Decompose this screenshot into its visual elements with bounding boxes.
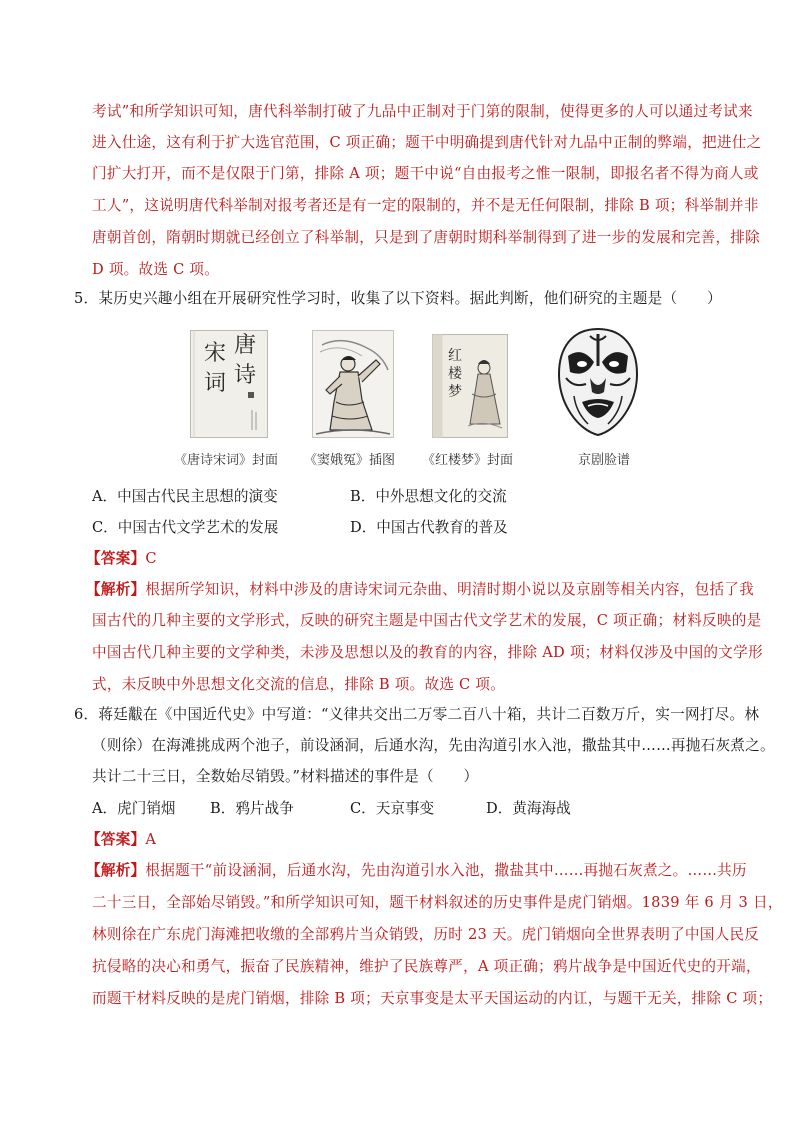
answer-label: 【答案】: [86, 831, 146, 848]
figure-caption: 《红楼梦》封面: [422, 453, 514, 468]
cover-title-char: 词: [204, 371, 227, 396]
answer-value: C: [145, 550, 157, 567]
cover-title-char: 唐: [234, 333, 257, 358]
analysis-line: 中国古代几种主要的文学种类，未涉及思想以及的教育的内容，排除 AD 项；材料仅涉及中国的文学形: [92, 644, 763, 661]
option-b: B．中外思想文化的交流: [350, 488, 507, 505]
analysis-line: 考试”和所学知识可知，唐代科举制打破了九品中正制对于门第的限制，使得更多的人可以通过考试来: [92, 103, 753, 120]
option-b: B．鸦片战争: [210, 800, 294, 817]
cover-title-char: 诗: [234, 363, 257, 388]
option-d: D．黄海海战: [486, 800, 571, 817]
analysis-line: 抗侵略的决心和勇气，振奋了民族精神，维护了民族尊严，A 项正确；鸦片战争是中国近代史的开端，: [92, 958, 761, 975]
analysis-line: 林则徐在广东虎门海滩把收缴的全部鸦片当众销毁，历时 23 天。虎门销烟向全世界表明了中国人民反: [92, 926, 760, 943]
analysis-line: 而题干材料反映的是虎门销烟，排除 B 项；天京事变是太平天国运动的内讧，与题干无关，排除 C 项；: [92, 990, 773, 1007]
illustration-dou-e-icon: [312, 330, 394, 438]
option-c: C．中国古代文学艺术的发展: [92, 519, 279, 536]
figure-caption: 京剧脸谱: [578, 453, 631, 468]
analysis-line: 国古代的几种主要的文学形式，反映的研究主题是中国古代文学艺术的发展，C 项正确；材料反映的是: [92, 612, 762, 629]
analysis-text: 根据题干“前设涵洞，后通水沟，先由沟道引水入池，撒盐其中……再抛石灰煮之。……共历: [145, 862, 747, 879]
cover-title-char: 梦: [448, 384, 462, 400]
book-cover-tang-poetry-icon: [190, 330, 268, 438]
question-stem: （则徐）在海滩挑成两个池子，前设涵洞，后通水沟，先由沟道引水入池，撒盐其中……再抛石灰煮之。: [92, 737, 775, 754]
cover-title-char: 宋: [204, 341, 227, 366]
question-stem: 5．某历史兴趣小组在开展研究性学习时，收集了以下资料。据此判断，他们研究的主题是（ ）: [74, 290, 722, 307]
option-d: D．中国古代教育的普及: [350, 519, 508, 536]
analysis-line: 唐朝首创，隋朝时期就已经创立了科举制，只是到了唐朝时期科举制得到了进一步的发展和完善，排除: [92, 229, 760, 246]
analysis-line: 二十三日，全部始尽销毁。”和所学知识可知，题干材料叙述的历史事件是虎门销烟。1839 年 6 月 3 日，: [92, 894, 783, 911]
analysis-line: [86, 861, 747, 881]
analysis-line: 式，未反映中外思想文化交流的信息，排除 B 项。故选 C 项。: [92, 676, 506, 693]
answer-line: [86, 830, 156, 850]
cover-title-char: 楼: [448, 366, 462, 382]
question-stem: 6．蒋廷黻在《中国近代史》中写道：“义律共交出二万零二百八十箱，共计二百数万斤，实一网打尽。林: [74, 706, 760, 723]
analysis-line: 工人”，这说明唐代科举制对报考者还是有一定的限制的，并不是无任何限制，排除 B 项；科举制并非: [92, 197, 759, 214]
answer-label: 【答案】: [86, 550, 146, 567]
cover-title-char: 红: [448, 348, 462, 364]
peking-opera-mask-icon: [556, 326, 640, 438]
option-a: A．中国古代民主思想的演变: [92, 488, 278, 505]
analysis-line: D 项。故选 C 项。: [92, 261, 220, 278]
analysis-line: 门扩大打开，而不是仅限于门第，排除 A 项；题干中说“自由报考之惟一限制，即报名者不得为商人或: [92, 165, 759, 182]
question-stem: 共计二十三日，全数始尽销毁。”材料描述的事件是（ ）: [92, 768, 479, 785]
book-cover-red-mansions-icon: [432, 334, 508, 438]
analysis-label: 【解析】: [86, 581, 146, 598]
answer-line: [86, 549, 157, 569]
analysis-text: 根据所学知识，材料中涉及的唐诗宋词元杂曲、明清时期小说以及京剧等相关内容，包括了我: [145, 581, 754, 598]
option-c: C．天京事变: [350, 800, 435, 817]
figure-caption: 《唐诗宋词》封面: [174, 453, 279, 468]
analysis-line: [86, 580, 754, 600]
analysis-label: 【解析】: [86, 862, 146, 879]
answer-value: A: [145, 831, 157, 848]
option-a: A．虎门销烟: [92, 800, 176, 817]
analysis-line: 进入仕途，这有利于扩大选官范围，C 项正确；题干中明确提到唐代针对九品中正制的弊端，把进仕之: [92, 134, 762, 151]
figure-caption: 《窦娥冤》插图: [304, 453, 396, 468]
